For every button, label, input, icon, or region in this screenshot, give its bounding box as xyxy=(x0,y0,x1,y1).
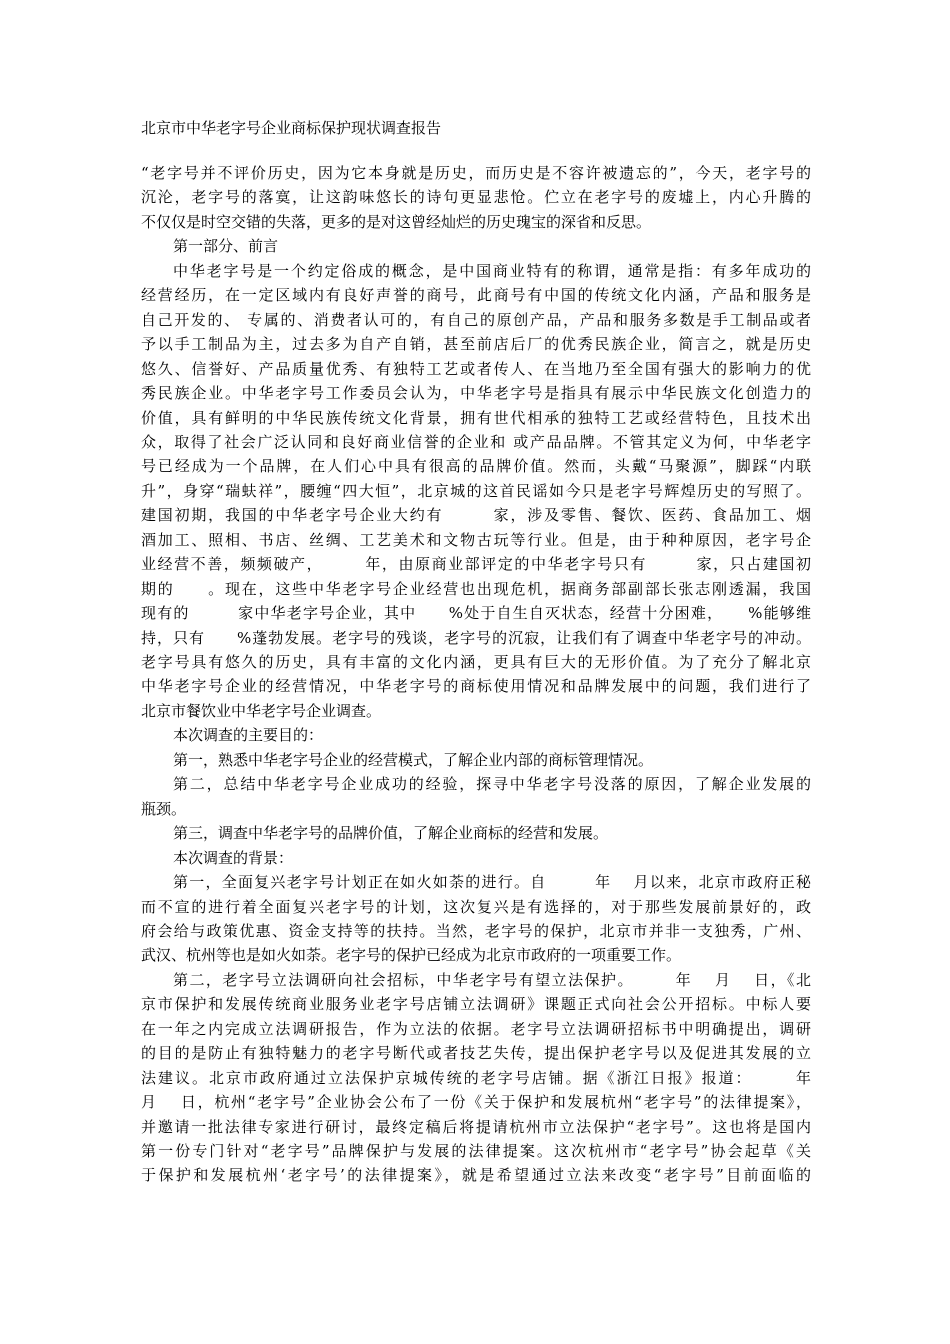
text-line: 京市保护和发展传统商业服务业老字号店铺立法调研》课题正式向社会公开招标。中标人要 xyxy=(141,995,811,1013)
text-line: 自己开发的、 专属的、消费者认可的，有自己的原创产品，产品和服务多数是手工制品或者 xyxy=(141,311,811,329)
text-line: 第一，熟悉中华老字号企业的经营模式，了解企业内部的商标管理情况。 xyxy=(173,751,654,769)
document-title: 北京市中华老字号企业商标保护现状调查报告 xyxy=(141,119,442,137)
text-line: 瓶颈。 xyxy=(141,800,187,818)
text-line: 北京市餐饮业中华老字号企业调查。 xyxy=(141,702,382,720)
text-line: 升”，身穿“瑞蚨祥”，腰缠“四大恒”，北京城的这首民谣如今只是老字号辉煌历史的写照了。 xyxy=(141,482,811,500)
text-line: 号已经成为一个品牌，在人们心中具有很高的品牌价值。然而，头戴“马聚源”，脚踩“内联 xyxy=(141,457,811,475)
text-line: 武汉、杭州等也是如火如荼。老字号的保护已经成为北京市政府的一项重要工作。 xyxy=(141,946,682,964)
text-line: 在一年之内完成立法调研报告，作为立法的依据。老字号立法调研招标书中明确提出，调研 xyxy=(141,1020,811,1038)
text-line: 价值，具有鲜明的中华民族传统文化背景，拥有世代相承的独特工艺或经营特色，且技术出 xyxy=(141,409,811,427)
text-line: 不仅仅是时空交错的失落，更多的是对这曾经灿烂的历史瑰宝的深省和反思。 xyxy=(141,213,652,231)
text-line: 予以手工制品为主，过去多为自产自销，甚至前店后厂的优秀民族企业，简言之，就是历史 xyxy=(141,335,811,353)
text-line: 业经营不善，频频破产， 年，由原商业部评定的中华老字号只有 家，只占建国初 xyxy=(141,555,811,573)
text-line: 沉沦，老字号的落寞，让这韵味悠长的诗句更显悲怆。伫立在老字号的废墟上，内心升腾的 xyxy=(141,188,811,206)
text-line: 中华老字号是一个约定俗成的概念，是中国商业特有的称谓，通常是指：有多年成功的 xyxy=(173,262,811,280)
text-line: 持，只有 %蓬勃发展。老字号的残谈，老字号的沉寂，让我们有了调查中华老字号的冲动。 xyxy=(141,629,811,647)
text-line: 本次调查的主要目的： xyxy=(173,726,324,744)
text-line: 法建议。北京市政府通过立法保护京城传统的老字号店铺。据《浙江日报》报道： 年 xyxy=(141,1069,811,1087)
text-line: 经营经历，在一定区域内有良好声誉的商号，此商号有中国的传统文化内涵，产品和服务是 xyxy=(141,286,811,304)
text-line: 悠久、信誉好、产品质量优秀、有独特工艺或者传人、在当地乃至全国有强大的影响力的优 xyxy=(141,360,811,378)
text-line: 秀民族企业。中华老字号工作委员会认为，中华老字号是指具有展示中华民族文化创造力的 xyxy=(141,384,811,402)
text-line: 酒加工、照相、书店、丝绸、工艺美术和文物古玩等行业。但是，由于种种原因，老字号企 xyxy=(141,531,811,549)
text-line: 众，取得了社会广泛认同和良好商业信誉的企业和 或产品品牌。不管其定义为何，中华老字 xyxy=(141,433,811,451)
text-line: 老字号具有悠久的历史，具有丰富的文化内涵，更具有巨大的无形价值。为了充分了解北京 xyxy=(141,653,811,671)
text-line: 第一，全面复兴老字号计划正在如火如荼的进行。自 年 月以来，北京市政府正秘 xyxy=(173,873,811,891)
text-line: 第二，老字号立法调研向社会招标，中华老字号有望立法保护。 年 月 日，《北 xyxy=(173,971,811,989)
text-line: 第二，总结中华老字号企业成功的经验，探寻中华老字号没落的原因，了解企业发展的 xyxy=(173,775,811,793)
text-line: 并邀请一批法律专家进行研讨，最终定稿后将提请杭州市立法保护“老字号”。这也将是国内 xyxy=(141,1118,811,1136)
text-line: 府会给与政策优惠、资金支持等的扶持。当然，老字号的保护，北京市并非一支独秀，广州、 xyxy=(141,922,811,940)
text-line: 现有的 家中华老字号企业，其中 %处于自生自灭状态，经营十分困难， %能够维 xyxy=(141,604,811,622)
text-line: 建国初期，我国的中华老字号企业大约有 家，涉及零售、餐饮、医药、食品加工、烟 xyxy=(141,506,811,524)
text-line: 而不宣的进行着全面复兴老字号的计划，这次复兴是有选择的，对于那些发展前景好的，政 xyxy=(141,898,811,916)
text-line: 的目的是防止有独特魅力的老字号断代或者技艺失传，提出保护老字号以及促进其发展的立 xyxy=(141,1044,811,1062)
text-line: 中华老字号企业的经营情况，中华老字号的商标使用情况和品牌发展中的问题，我们进行了 xyxy=(141,677,811,695)
text-line: “老字号并不评价历史，因为它本身就是历史，而历史是不容许被遗忘的”，今天，老字号的 xyxy=(141,164,811,182)
text-line: 于保护和发展杭州‘老字号’的法律提案》，就是希望通过立法来改变“老字号”目前面临的 xyxy=(141,1166,811,1184)
text-line: 第一份专门针对“老字号”品牌保护与发展的法律提案。这次杭州市“老字号”协会起草《关 xyxy=(141,1142,811,1160)
text-line: 本次调查的背景： xyxy=(173,849,294,867)
text-line: 第一部分、前言 xyxy=(173,237,279,255)
text-line: 月 日，杭州“老字号”企业协会公布了一份《关于保护和发展杭州“老字号”的法律提案》， xyxy=(141,1093,811,1111)
text-line: 期的 。现在，这些中华老字号企业经营也出现危机，据商务部副部长张志刚透漏，我国 xyxy=(141,580,811,598)
text-line: 第三，调查中华老字号的品牌价值，了解企业商标的经营和发展。 xyxy=(173,824,609,842)
